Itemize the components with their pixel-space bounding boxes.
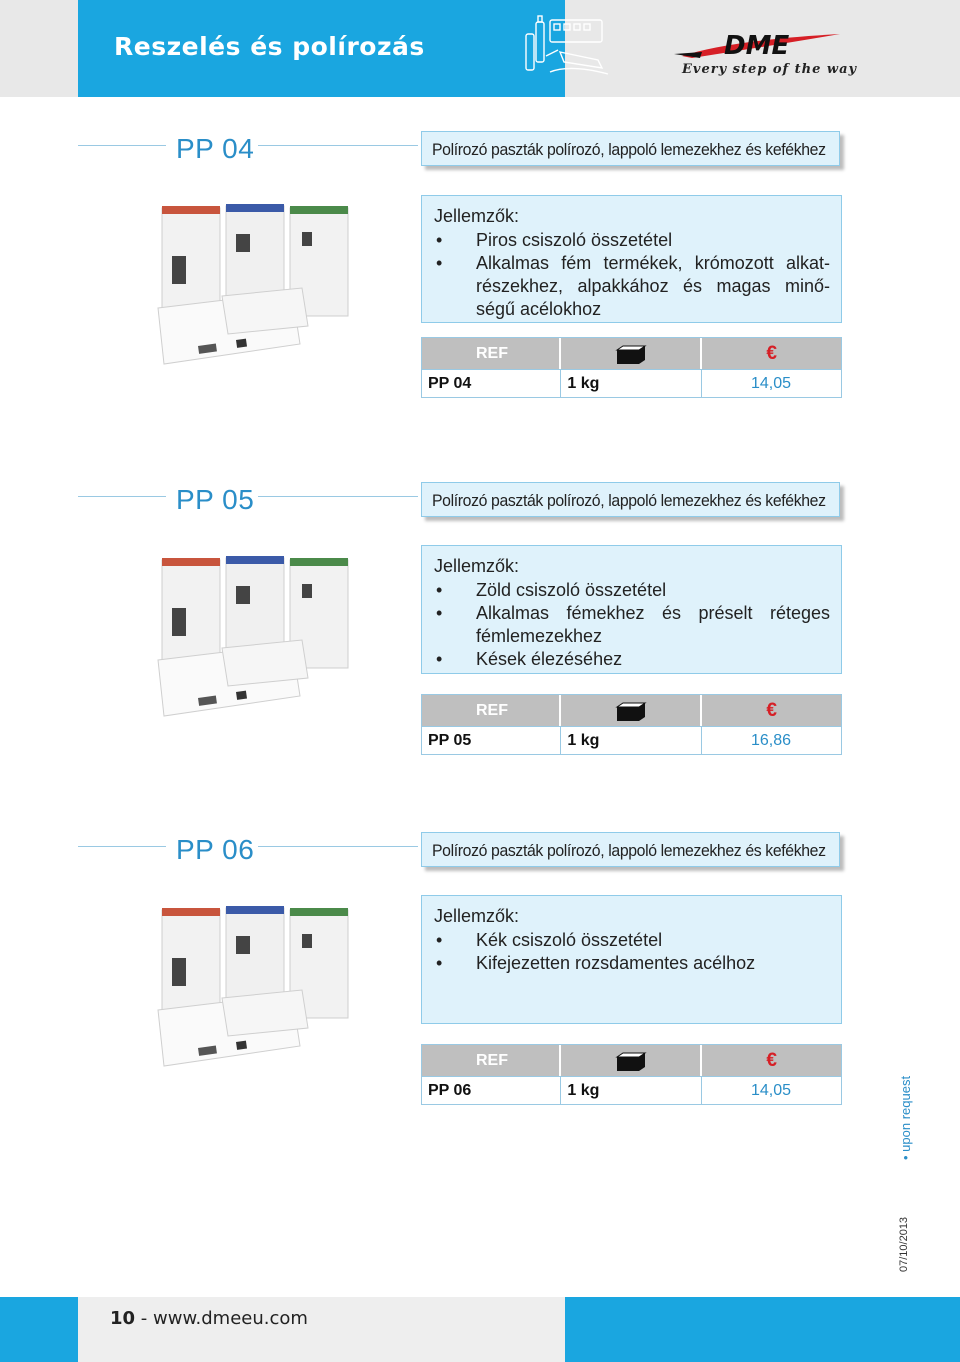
ref-value: PP 06 — [428, 1082, 472, 1099]
table-row — [421, 727, 842, 755]
product-photo — [152, 548, 352, 723]
price-table-header — [421, 1044, 842, 1077]
quantity-value: 1 kg — [567, 375, 600, 392]
ref-header: REF — [476, 1052, 508, 1069]
quantity-value: 1 kg — [567, 1082, 600, 1099]
product-description: Polírozó paszták polírozó, lappoló lemezekhez és kefékhez — [432, 140, 826, 159]
feature-item: • Kifejezetten rozsdamentes acélhoz — [436, 953, 756, 973]
code-divider-right — [258, 496, 418, 497]
ref-value: PP 05 — [428, 732, 472, 749]
features-list — [434, 929, 830, 975]
features-box — [421, 545, 842, 674]
features-title: Jellemzők: — [434, 206, 520, 226]
ref-header: REF — [476, 345, 508, 362]
description-box — [421, 832, 840, 867]
feature-item: • Alkalmas fém termékek, krómozott alkat-részekhez, alpakkához és magas minő-ségű acélokhoz — [436, 253, 830, 319]
description-box — [421, 482, 840, 517]
feature-item: • Kék csiszoló összetétel — [436, 930, 663, 950]
footer-separator: - — [135, 1308, 154, 1329]
feature-item: • Alkalmas fémekhez és préselt réteges fémlemezekhez — [436, 603, 830, 646]
features-list — [434, 229, 830, 321]
product-description: Polírozó paszták polírozó, lappoló lemezekhez és kefékhez — [432, 491, 826, 510]
features-title: Jellemzők: — [434, 556, 520, 576]
package-icon — [615, 344, 647, 366]
footer-url[interactable]: www.dmeeu.com — [153, 1308, 308, 1329]
page-number: 10 — [110, 1308, 136, 1329]
price-value: 16,86 — [750, 732, 791, 749]
description-box — [421, 131, 840, 166]
feature-item: • Kések élezéséhez — [436, 649, 623, 669]
logo-wordmark: DME — [724, 31, 790, 61]
footer-text — [110, 1308, 308, 1329]
code-divider-left — [78, 846, 166, 847]
package-icon — [615, 1051, 647, 1073]
page-title: Reszelés és polírozás — [114, 32, 425, 61]
product-description: Polírozó paszták polírozó, lappoló lemezekhez és kefékhez — [432, 841, 826, 860]
euro-symbol: € — [766, 343, 777, 364]
upon-request-note: • upon request — [898, 1075, 913, 1160]
feature-item: • Piros csiszoló összetétel — [436, 230, 673, 250]
product-code: PP 05 — [176, 484, 255, 515]
code-divider-right — [258, 846, 418, 847]
euro-symbol: € — [766, 700, 777, 721]
print-date: 07/10/2013 — [898, 1216, 910, 1272]
footer-panel — [78, 1297, 565, 1362]
features-box — [421, 895, 842, 1024]
price-value: 14,05 — [750, 375, 791, 392]
feature-item: • Zöld csiszoló összetétel — [436, 580, 667, 600]
euro-symbol: € — [766, 1050, 777, 1071]
code-divider-left — [78, 496, 166, 497]
price-table-header — [421, 694, 842, 727]
table-row — [421, 1077, 842, 1105]
features-box — [421, 195, 842, 323]
ref-value: PP 04 — [428, 375, 472, 392]
code-divider-left — [78, 145, 166, 146]
product-code: PP 06 — [176, 834, 255, 865]
tools-icon — [520, 12, 612, 82]
product-code: PP 04 — [176, 133, 255, 164]
header-title-box — [78, 0, 565, 97]
price-table-header — [421, 337, 842, 370]
product-photo — [152, 196, 352, 371]
code-divider-right — [258, 145, 418, 146]
quantity-value: 1 kg — [567, 732, 600, 749]
package-icon — [615, 701, 647, 723]
price-value: 14,05 — [750, 1082, 791, 1099]
ref-header: REF — [476, 702, 508, 719]
features-list — [434, 579, 830, 671]
table-row — [421, 370, 842, 398]
logo-tagline: Every step of the way — [682, 62, 858, 77]
product-photo — [152, 898, 352, 1073]
features-title: Jellemzők: — [434, 906, 520, 926]
